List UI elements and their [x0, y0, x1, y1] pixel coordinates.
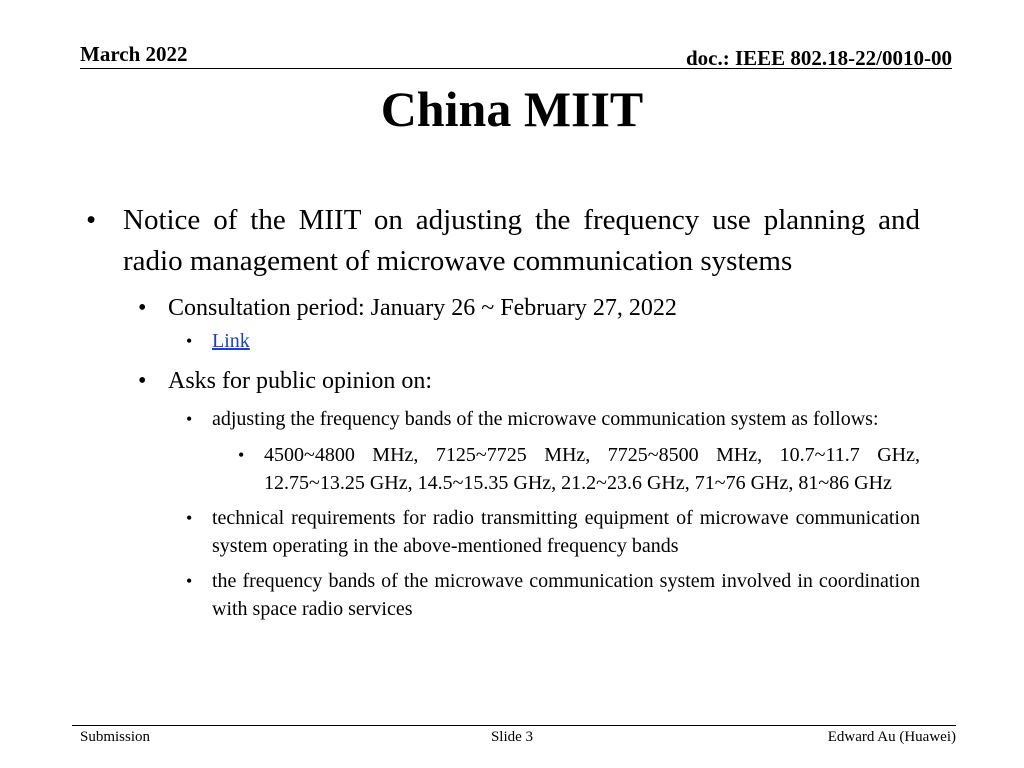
- footer-divider: [72, 725, 956, 726]
- footer-slide-number: Slide 3: [490, 729, 534, 745]
- bullet-asks-public-opinion: • Asks for public opinion on:: [86, 364, 920, 398]
- bullet-frequency-band-list: • 4500~4800 MHz, 7125~7725 MHz, 7725~8500 MHz, 10.7~11.7 GHz, 12.75~13.25 GHz, 14.5~15.35 GHz, 21.2~23.6 GHz, 71~76 GHz, 81~86 GHz: [86, 441, 920, 497]
- footer-author: Edward Au (Huawei): [827, 729, 956, 745]
- bullet-consultation-period: • Consultation period: January 26 ~ February 27, 2022: [86, 291, 920, 325]
- slide-content: [86, 200, 920, 623]
- bullet-link-item: [86, 327, 920, 355]
- bullet-technical-requirements: • technical requirements for radio transmitting equipment of microwave communication system operating in the above-mentioned frequency bands: [86, 504, 920, 560]
- header-date: March 2022: [80, 42, 188, 66]
- header-divider: [80, 68, 952, 69]
- link[interactable]: Link: [212, 330, 250, 352]
- bullet-adjusting-bands: • adjusting the frequency bands of the microwave communication system as follows:: [86, 405, 920, 433]
- slide-title: China MIIT: [380, 81, 644, 137]
- footer-submission: Submission: [80, 729, 151, 745]
- bullet-notice: • Notice of the MIIT on adjusting the frequency use planning and radio management of microwave communication systems: [86, 200, 920, 282]
- header-doc-id: doc.: IEEE 802.18-22/0010-00: [685, 46, 952, 70]
- bullet-space-coordination: • the frequency bands of the microwave communication system involved in coordination with space radio services: [86, 567, 920, 623]
